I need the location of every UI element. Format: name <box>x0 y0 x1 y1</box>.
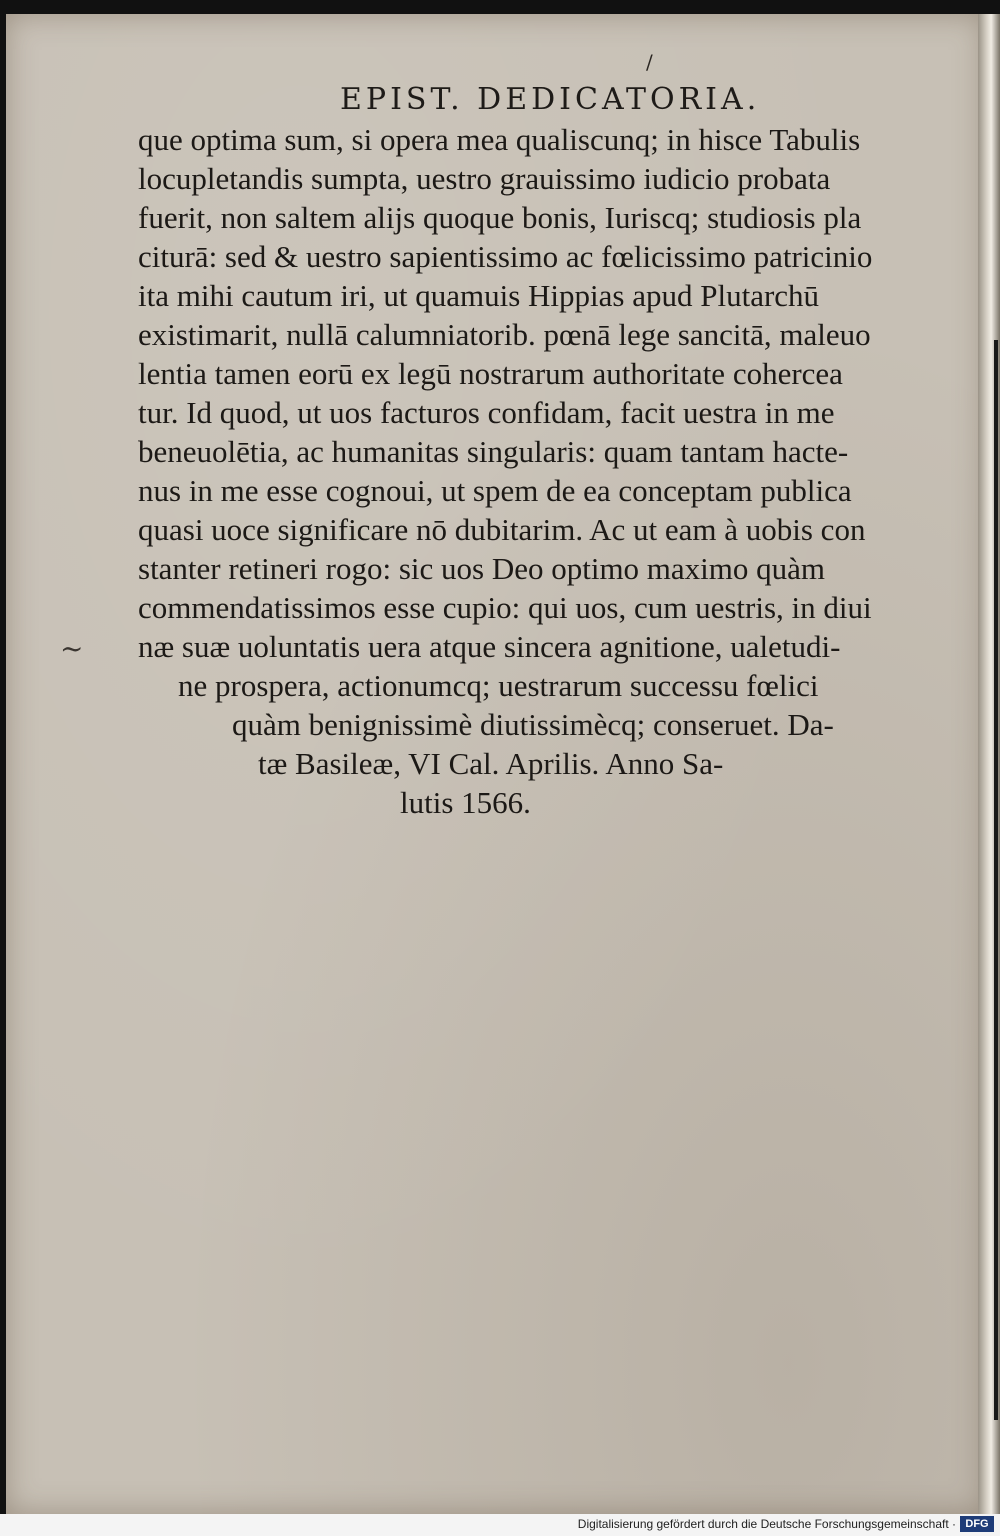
text-line: citurā: sed & uestro sapientissimo ac fœlicissimo patricinio <box>138 239 873 274</box>
body-text <box>138 120 968 822</box>
running-header: EPIST. DEDICATORIA. <box>340 82 761 117</box>
text-line: quàm benignissimè diutissimècq; conseruet. Da- <box>232 707 834 742</box>
dfg-logo: DFG <box>960 1516 994 1532</box>
text-line: existimarit, nullā calumniatorib. pœnā lege sancitā, maleuo <box>138 317 871 352</box>
text-line: stanter retineri rogo: sic uos Deo optimo maximo quàm <box>138 551 826 586</box>
text-line: tur. Id quod, ut uos facturos confidam, facit uestra in me <box>138 395 835 430</box>
text-line: lutis 1566. <box>400 785 531 820</box>
page-number-mark: / <box>646 50 653 74</box>
marginal-mark: ~ <box>60 632 84 665</box>
text-line: quasi uoce significare nō dubitarim. Ac ut eam à uobis con <box>138 512 866 547</box>
digitization-credit: Digitalisierung gefördert durch die Deutsche Forschungsgemeinschaft · <box>577 1517 956 1531</box>
text-line: commendatissimos esse cupio: qui uos, cum uestris, in diui <box>138 590 872 625</box>
text-line: nus in me esse cognoui, ut spem de ea conceptam publica <box>138 473 852 508</box>
page-edge-shadow <box>994 340 998 1420</box>
text-line: ne prospera, actionumcq; uestrarum successu fœlici <box>178 668 819 703</box>
text-line: ita mihi cautum iri, ut quamuis Hippias apud Plutarchū <box>138 278 820 313</box>
text-line: fuerit, non saltem alijs quoque bonis, Iuriscq; studiosis pla <box>138 200 862 235</box>
text-line: beneuolētia, ac humanitas singularis: quam tantam hacte- <box>138 434 849 469</box>
text-line: locupletandis sumpta, uestro grauissimo iudicio probata <box>138 161 831 196</box>
text-line: que optima sum, si opera mea qualiscunq; in hisce Tabulis <box>138 122 861 157</box>
text-line: tæ Basileæ, VI Cal. Aprilis. Anno Sa- <box>258 746 724 781</box>
text-line: næ suæ uoluntatis uera atque sincera agnitione, ualetudi- <box>138 629 841 664</box>
text-line: lentia tamen eorū ex legū nostrarum authoritate cohercea <box>138 356 843 391</box>
